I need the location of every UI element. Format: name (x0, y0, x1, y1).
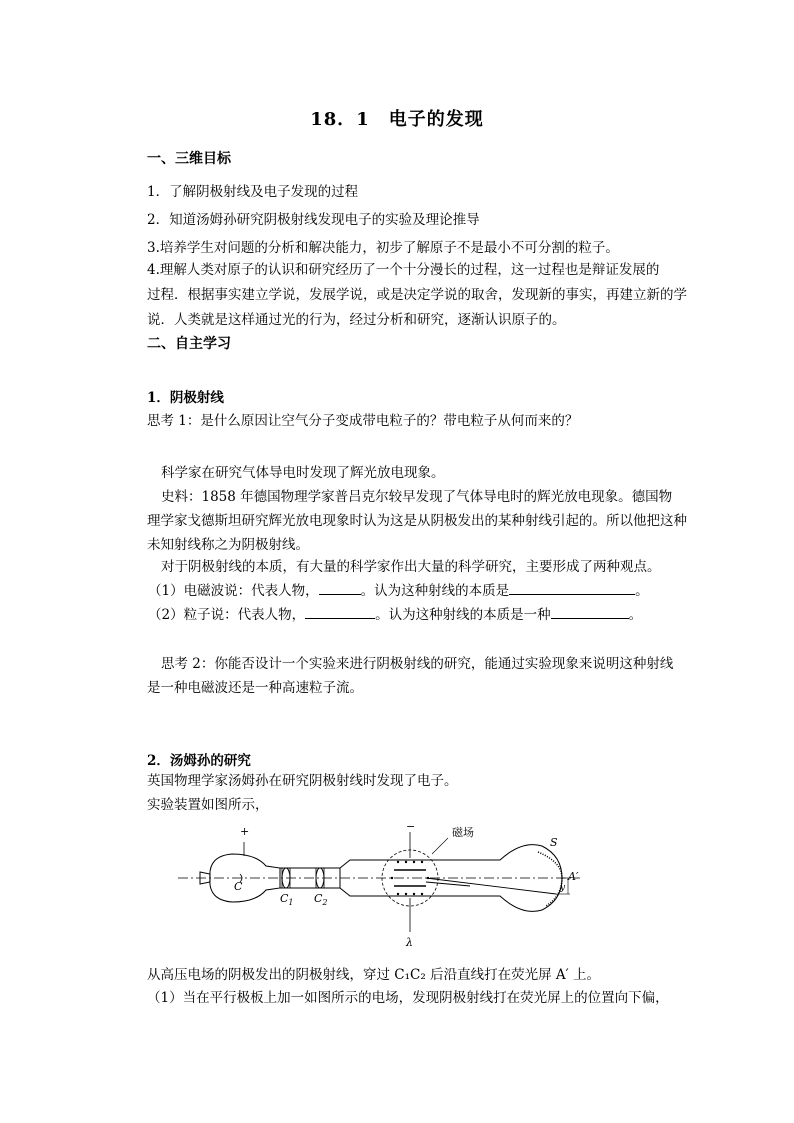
answer-blank-3[interactable] (305, 604, 375, 619)
thomson-text: 英国物理学家汤姆孙在研究阴极射线时发现了电子。 (147, 773, 458, 789)
subheading-thomson: 2．汤姆孙的研究 (147, 753, 251, 769)
history-line-3: 未知射线称之为阴极射线。 (147, 537, 309, 553)
goal-item-3: 3.培养学生对问题的分析和解决能力，初步了解原子不是最小不可分割的粒子。 (147, 240, 619, 256)
discovery-text: 科学家在研究气体导电时发现了辉光放电现象。 (161, 465, 445, 481)
setup-text: 实验装置如图所示， (147, 797, 269, 813)
subheading-cathode-rays: 1．阴极射线 (147, 390, 224, 406)
answer-blank-1[interactable] (319, 580, 361, 595)
think-question-1: 思考 1：是什么原因让空气分子变成带电粒子的？带电粒子从何而来的？ (147, 413, 579, 429)
view-2-mid: 。认为这种射线的本质是一种 (375, 607, 551, 623)
history-line-1: 史料：1858 年德国物理学家普吕克尔较早发现了气体导电时的辉光放电现象。德国物 (161, 489, 673, 505)
view-2-line (148, 604, 642, 626)
view-1-line (148, 580, 649, 602)
label-s: S (550, 836, 558, 849)
think-question-2-line-2: 是一种电磁波还是一种高速粒子流。 (147, 680, 363, 696)
label-y: y (560, 883, 566, 893)
after-diagram-text: 从高压电场的阴极发出的阴极射线，穿过 C₁C₂ 后沿直线打在荧光屏 A′ 上。 (147, 967, 600, 983)
minus-label: − (406, 822, 416, 833)
label-c1: $C_1$ (280, 892, 294, 907)
section-heading-goals: 一、三维目标 (147, 151, 231, 167)
magnetic-field-pointer (432, 838, 448, 854)
goal-item-1: 1．了解阴极射线及电子发现的过程 (147, 184, 359, 200)
label-c2: $C_2$ (314, 892, 328, 907)
label-a-prime: A′ (568, 870, 579, 883)
goal-item-2: 2．知道汤姆孙研究阴极射线发现电子的实验及理论推导 (147, 212, 480, 228)
goal-item-4-line-2: 过程．根据事实建立学说，发展学说，或是决定学说的取舍，发现新的事实，再建立新的学 (147, 287, 687, 303)
view-1-mid: 。认为这种射线的本质是 (360, 583, 510, 599)
think-question-2-line-1: 思考 2：你能否设计一个实验来进行阴极射线的研究，能通过实验现象来说明这种射线 (161, 656, 674, 672)
label-c: C (234, 880, 243, 893)
section-heading-self-study: 二、自主学习 (147, 336, 231, 352)
view-1-label: （1）电磁波说：代表人物， (148, 583, 319, 599)
view-1-end: 。 (635, 583, 649, 599)
goal-item-4-text: 4.理解人类对原子的认识和研究经历了一个十分漫长的过程，这一过程也是辩证发展的 (147, 262, 660, 278)
plus-left-label: + (240, 825, 250, 838)
answer-blank-2[interactable] (509, 580, 635, 595)
views-intro: 对于阴极射线的本质，有大量的科学家作出大量的科学研究，主要形成了两种观点。 (161, 559, 661, 575)
goal-item-4-line-3: 说．人类就是这样通过光的行为，经过分析和研究，逐渐认识原子的。 (147, 312, 566, 328)
deflected-beam (426, 878, 556, 894)
label-lambda: λ (406, 936, 413, 949)
fluorescent-screen (538, 852, 562, 906)
magnetic-field-label: 磁场 (452, 826, 474, 839)
view-2-end: 。 (628, 607, 643, 623)
goal-item-4-line-1 (147, 260, 659, 281)
last-line-text: （1）当在平行极板上加一如图所示的电场，发现阴极射线打在荧光屏上的位置向下偏， (147, 990, 669, 1006)
answer-blank-4[interactable] (551, 604, 629, 619)
view-2-label: （2）粒子说：代表人物， (148, 607, 306, 623)
page-title: 18．1 电子的发现 (310, 109, 484, 130)
cathode-ray-tube-diagram (170, 822, 590, 952)
history-line-2: 理学家戈德斯坦研究辉光放电现象时认为这是从阴极发出的某种射线引起的。所以他把这种 (147, 513, 687, 529)
